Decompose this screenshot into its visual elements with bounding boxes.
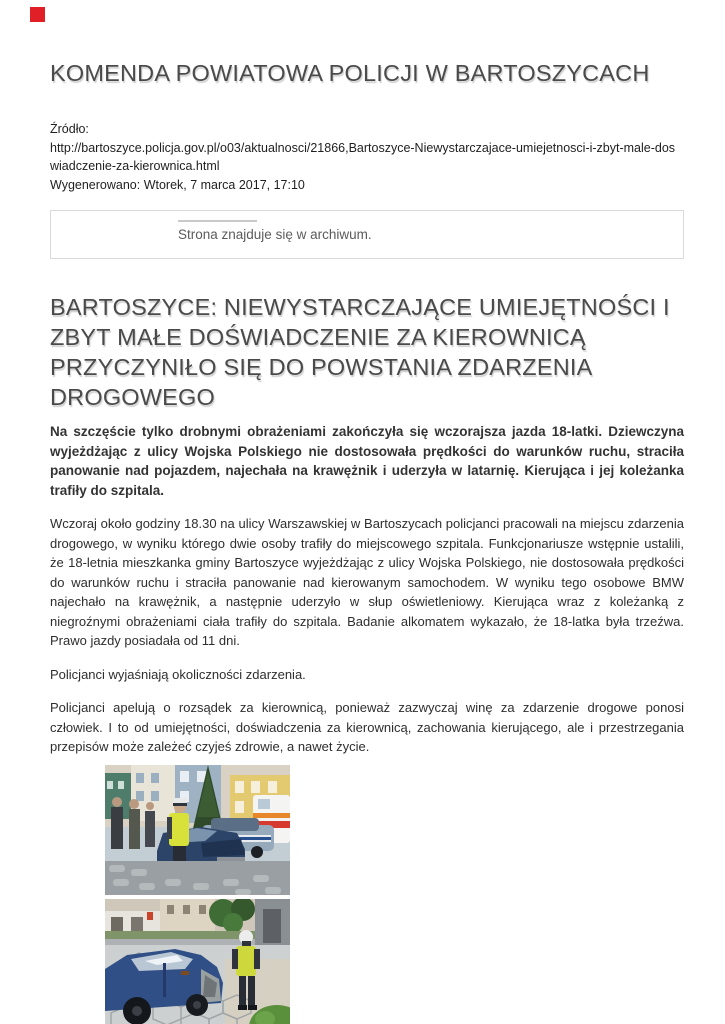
content-column	[0, 58, 725, 1024]
police-logo-red-square	[30, 7, 45, 22]
accident-scene-photo	[105, 765, 290, 895]
source-label: Źródło:	[50, 122, 89, 136]
meta-block	[50, 120, 684, 194]
article-paragraph-3: Policjanci apelują o rozsądek za kierownicą, ponieważ zazwyczaj winę za zdarzenie drogowe ponosi człowiek. I to od umiejętności, doświadczenia za kierownicą, zachowania kierującego, ale i przestrzegania przepisów może zależeć czyjeś zdrowie, a nawet życie.	[50, 700, 684, 754]
archive-divider-line	[178, 220, 257, 222]
page-title: KOMENDA POWIATOWA POLICJI W BARTOSZYCACH	[50, 60, 650, 86]
article-heading: BARTOSZYCE: NIEWYSTARCZAJĄCE UMIEJĘTNOŚCI I ZBYT MAŁE DOŚWIADCZENIE ZA KIEROWNICĄ PRZYCZYNIŁO SIĘ DO POWSTANIA ZDARZENIA DROGOWEGO	[50, 294, 670, 410]
archive-notice-text: Strona znajduje się w archiwum.	[178, 227, 372, 242]
article-lead: Na szczęście tylko drobnymi obrażeniami zakończyła się wczorajsza jazda 18-latki. Dziewczyna wyjeżdżając z ulicy Wojska Polskiego nie dostosowała prędkości do warunków ruchu, straciła panowanie nad pojazdem, najechała na krawężnik i uderzyła w latarnię. Kierująca i jej koleżanka trafiły do szpitala.	[50, 424, 684, 498]
article-paragraph-1: Wczoraj około godziny 18.30 na ulicy Warszawskiej w Bartoszycach policjanci pracowali na miejscu zdarzenia drogowego, w wyniku którego dwie osoby trafiły do miejscowego szpitala. Funkcjonariusze wstępnie ustalili, że 18-letnia mieszkanka gminy Bartoszyce wyjeżdżając z ulicy Wojska Polskiego, nie dostosowała prędkości do warunków ruchu i straciła panowanie nad kierowanym samochodem. W wyniku tego osobowe BMW najechało na krawężnik, a następnie uderzyło w słup oświetleniowy. Kierująca wraz z koleżanką z niegroźnymi obrażeniami ciała trafiły do szpitala. Badanie alkomatem wykazało, że 18-latka była trzeźwa. Prawo jazdy posiadała od 11 dni.	[50, 516, 684, 648]
archive-notice-box	[50, 210, 684, 259]
crashed-car-photo	[105, 899, 290, 1024]
source-url: http://bartoszyce.policja.gov.pl/o03/aktualnosci/21866,Bartoszyce-Niewystarczajace-umiejetnosci-i-zbyt-male-doswiadczenie-za-kierownica.html	[50, 140, 676, 173]
article-paragraph-2: Policjanci wyjaśniają okoliczności zdarzenia.	[50, 666, 306, 682]
article-photos	[105, 765, 290, 1024]
generated-timestamp: Wygenerowano: Wtorek, 7 marca 2017, 17:10	[50, 177, 305, 192]
